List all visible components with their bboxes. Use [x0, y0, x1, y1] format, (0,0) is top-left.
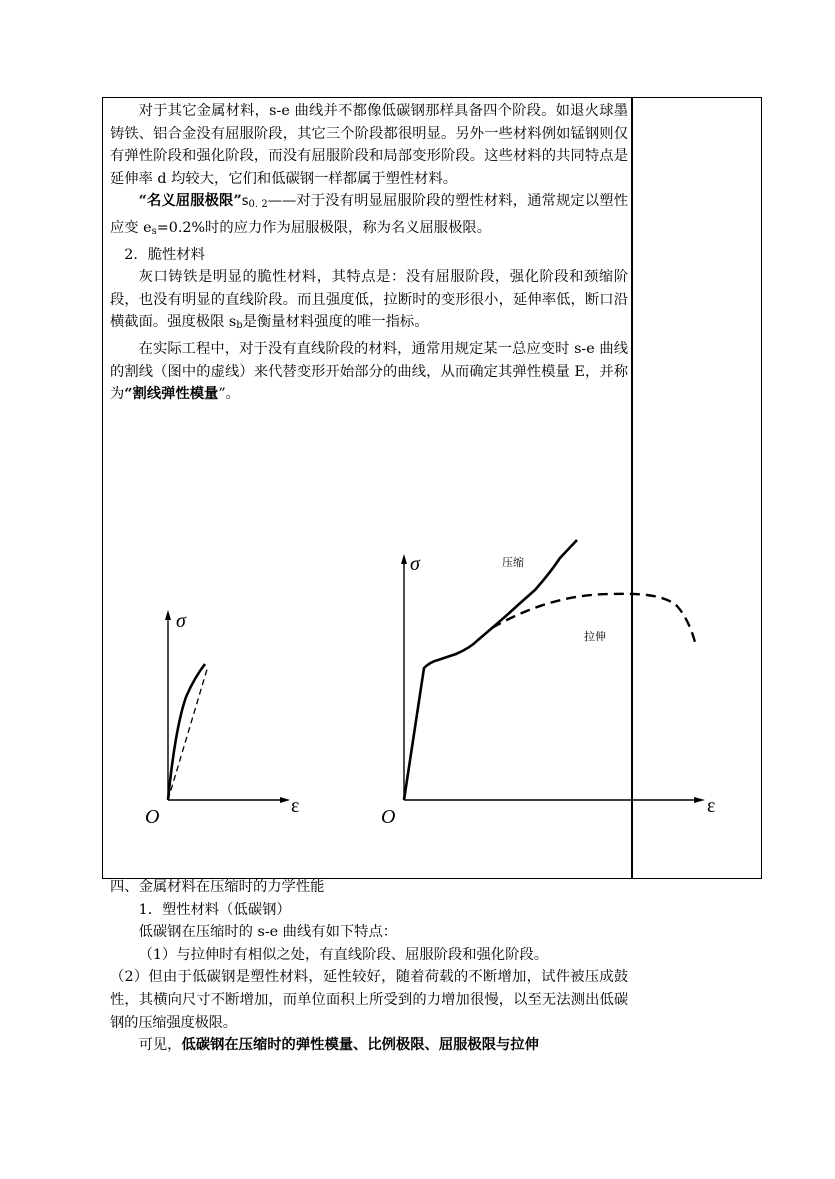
paragraph-other-metals: 对于其它金属材料，s-e 曲线并不都像低碳钢那样具备四个阶段。如退火球墨铸铁、铝合金没有屈服阶段，其它三个阶段都很明显。另外一些材料例如锰钢则仅有弹性阶段和强化阶段，而没有屈服阶段和局部变形阶段。这些材料的共同特点是延伸率 d 均较大，它们和低碳钢一样都属于塑性材料。	[110, 103, 628, 187]
subscript-s: s	[151, 225, 157, 237]
label-compression: 压缩	[502, 556, 524, 569]
heading-plastic-material: 1．塑性材料（低碳钢）	[138, 901, 291, 918]
small-epsilon-arrow-icon	[280, 797, 290, 803]
term-secant-modulus: “割线弹性模量	[124, 386, 219, 403]
heading-compression: 四、金属材料在压缩时的力学性能	[110, 879, 325, 895]
compression-curve	[404, 540, 577, 800]
paragraph-features-intro: 低碳钢在压缩时的 s-e 曲线有如下特点：	[138, 924, 398, 941]
paragraph-feature-1: （1）与拉伸时有相似之处，有直线阶段、屈服阶段和强化阶段。	[138, 946, 548, 963]
small-sigma-arrow-icon	[165, 610, 171, 620]
nominal-yield-end: =0.2%时的应力作为屈服极限，称为名义屈服极限。	[156, 219, 491, 236]
large-origin-label: O	[381, 806, 396, 828]
subscript-b: b	[236, 320, 243, 332]
large-sigma-arrow-icon	[401, 554, 407, 564]
small-secant-line	[168, 666, 208, 800]
secant-text: 在实际工程中，对于没有直线阶段的材料，通常用规定某一总应变时 s-e 曲线的割线（图中的虚线）来代替变形开始部分的曲线，从而确定其弹性模量 E，并称为	[110, 340, 628, 403]
figure-large	[381, 540, 715, 828]
cast-iron-text: 灰口铸铁是明显的脆性材料，其特点是：没有屈服阶段，强化阶段和颈缩阶段，也没有明显的直线阶段。而且强度低，拉断时的变形很小，延伸率低，断口沿横截面。强度极限 s	[110, 269, 628, 331]
secant-end: ”。	[218, 386, 240, 403]
small-sigma-label: σ	[176, 610, 186, 632]
symbol-s: s	[241, 194, 249, 210]
figure-small	[145, 610, 299, 828]
conclusion-bold: 低碳钢在压缩时的弹性模量、比例极限、屈服极限与拉伸	[181, 1037, 539, 1054]
small-epsilon-label: ε	[291, 795, 300, 817]
label-tension: 拉伸	[584, 630, 606, 643]
large-sigma-label: σ	[410, 553, 420, 575]
large-epsilon-arrow-icon	[694, 797, 705, 803]
paragraph-feature-2: （2）但由于低碳钢是塑性材料，延性较好，随着荷载的不断增加，试件被压成鼓性，其横向尺寸不断增加，而单位面积上所受到的力增加很慢，以至无法测出低碳钢的压缩强度极限。	[110, 969, 628, 1031]
nominal-yield-definition: ——对于没有明显屈服阶段的塑性材料，通常规定以塑性应变 e	[110, 193, 628, 236]
conclusion-lead: 可见，	[138, 1037, 182, 1054]
cast-iron-end: 是衡量材料强度的唯一指标。	[242, 314, 429, 331]
subscript-02: 0. 2	[248, 199, 268, 211]
small-origin-label: O	[145, 806, 160, 828]
term-nominal-yield: “名义屈服极限”	[138, 193, 242, 210]
large-epsilon-label: ε	[707, 795, 716, 817]
paragraph-conclusion	[110, 1034, 628, 1057]
heading-brittle: 2．脆性材料	[124, 246, 205, 263]
compression-section	[110, 876, 628, 1057]
